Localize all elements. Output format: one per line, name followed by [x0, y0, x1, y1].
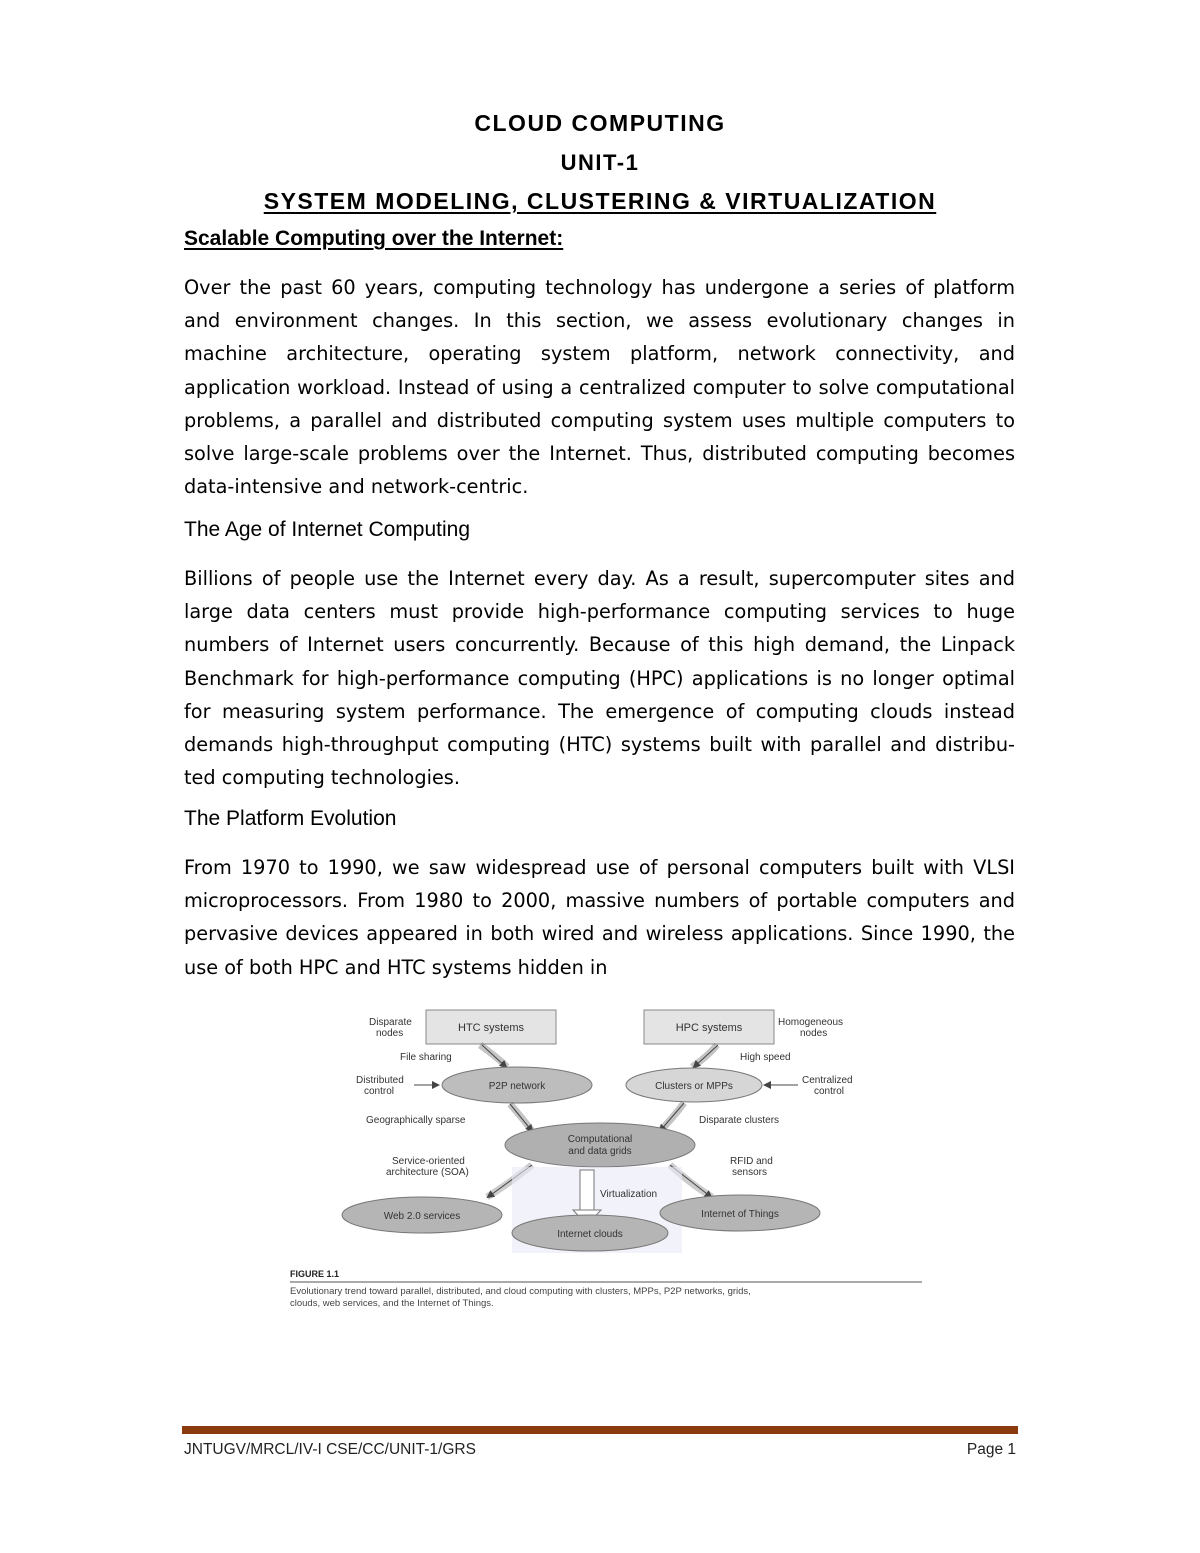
web2-label: Web 2.0 services	[383, 1211, 461, 1222]
grids-label-2: and data grids	[568, 1146, 632, 1157]
soa-label: Service-oriented	[392, 1156, 465, 1167]
disparate-nodes-label: Disparate	[369, 1017, 412, 1028]
htc-label: HTC systems	[458, 1022, 524, 1034]
page-number: Page 1	[966, 1441, 1016, 1458]
rfid-label-2: sensors	[732, 1167, 768, 1178]
centralized-control-label: Centralized	[802, 1075, 853, 1086]
figure-caption-line-1: Evolutionary trend toward parallel, distributed, and cloud computing with clusters, MPPs, P2P networks, grids,	[290, 1286, 751, 1297]
p2p-network-label: P2P network	[488, 1081, 546, 1092]
subheading-age-of-internet: The Age of Internet Computing	[184, 518, 471, 541]
paragraph-platform-evolution: From 1970 to 1990, we saw widespread use of personal computers built with VLSI microprocessors. From 1980 to 2000, massive numbers of portable computers and pervasive devices appeared in both wired and wireless applications. Since 1990, the use of both HPC and HTC systems hidden in	[184, 856, 1015, 979]
figure-evolution-diagram	[262, 1005, 938, 1317]
homogeneous-nodes-label-2: nodes	[800, 1028, 828, 1039]
footer-divider	[182, 1426, 1018, 1434]
soa-label-2: architecture (SOA)	[386, 1167, 469, 1178]
figure-caption-line-2: clouds, web services, and the Internet of Things.	[290, 1298, 494, 1309]
unit-label: UNIT-1	[560, 150, 640, 175]
paragraph-intro: Over the past 60 years, computing technology has undergone a series of platform and environment changes. In this section, we assess evolutionary changes in machine architecture, operating system platform, network connectivity, and application workload. Instead of using a centralized computer to solve computational problems, a parallel and distributed computing system uses multiple computers to solve large-scale problems over the Internet. Thus, distributed computing becomes data-intensive and network-centric.	[184, 276, 1015, 499]
document-title: CLOUD COMPUTING	[474, 110, 726, 136]
virtualization-label: Virtualization	[600, 1189, 658, 1200]
disparate-nodes-label-2: nodes	[376, 1028, 404, 1039]
clusters-mpps-label: Clusters or MPPs	[655, 1081, 733, 1092]
unit-subtitle: SYSTEM MODELING, CLUSTERING & VIRTUALIZATION	[263, 188, 937, 214]
geographically-sparse-label: Geographically sparse	[366, 1115, 466, 1126]
homogeneous-nodes-label: Homogeneous	[778, 1017, 844, 1028]
footer-reference: JNTUGV/MRCL/IV-I CSE/CC/UNIT-1/GRS	[184, 1441, 476, 1458]
rfid-label: RFID and	[730, 1156, 773, 1167]
section-heading: Scalable Computing over the Internet:	[184, 227, 564, 250]
hpc-label: HPC systems	[675, 1022, 743, 1034]
disparate-clusters-label: Disparate clusters	[699, 1115, 780, 1126]
distributed-control-label: Distributed	[356, 1075, 404, 1086]
grids-label: Computational	[567, 1134, 633, 1145]
centralized-control-label-2: control	[814, 1086, 845, 1097]
iot-label: Internet of Things	[701, 1209, 779, 1220]
distributed-control-label-2: control	[364, 1086, 395, 1097]
high-speed-label: High speed	[740, 1052, 791, 1063]
grids-cloud	[505, 1123, 695, 1167]
subheading-platform-evolution: The Platform Evolution	[184, 807, 397, 830]
internet-clouds-label: Internet clouds	[557, 1229, 623, 1240]
figure-caption-label: FIGURE 1.1	[290, 1269, 340, 1279]
file-sharing-label: File sharing	[400, 1052, 452, 1063]
paragraph-age-of-internet: Billions of people use the Internet every day. As a result, supercomputer sites and large data centers must provide high-performance computing services to huge numbers of Internet users concurrently. Because of this high demand, the Linpack Benchmark for high-performance computing (HPC) applications is no longer optimal for measuring system performance. The emergence of computing clouds instead demands high-throughput computing (HTC) systems built with parallel and distribu-ted computing technologies.	[184, 567, 1015, 790]
